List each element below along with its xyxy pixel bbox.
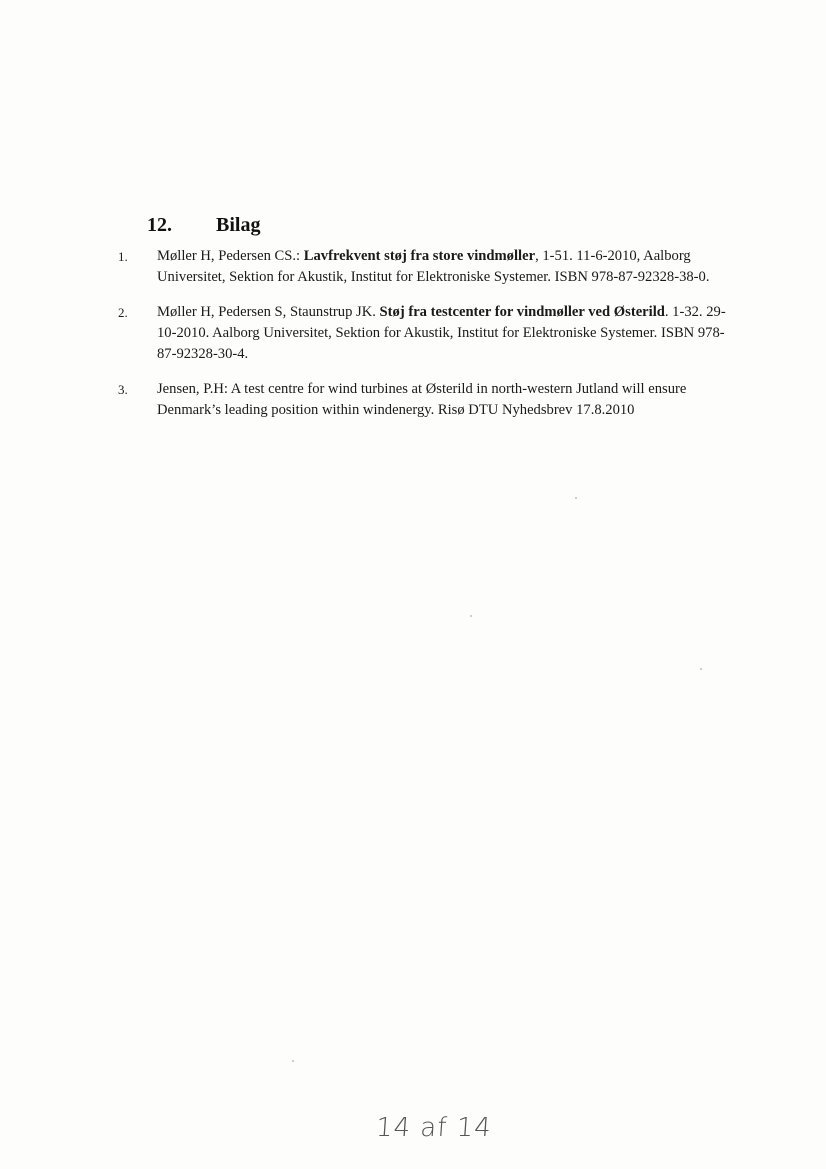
reference-details: , 1-51. 11-6-2010, Aalborg Universitet, Sektion for Akustik, Institut for Elektroniske Systemer. ISBN 978-87-92328-38-0. xyxy=(157,248,710,285)
reference-authors: Møller H, Pedersen CS.: xyxy=(157,248,304,264)
section-heading xyxy=(147,214,260,237)
scan-speck xyxy=(470,615,472,617)
section-title: Bilag xyxy=(216,214,261,236)
reference-title: Lavfrekvent støj fra store vindmøller xyxy=(303,248,536,264)
reference-item xyxy=(118,302,738,365)
reference-item xyxy=(118,379,738,421)
scan-speck xyxy=(292,1060,294,1062)
reference-details: Jensen, P.H: A test centre for wind turbines at Østerild in north-western Jutland will ensure Denmark’s leading position within windenergy. Risø DTU Nyhedsbrev 17.8.2010 xyxy=(157,381,687,418)
scan-speck xyxy=(575,497,577,499)
reference-text xyxy=(157,302,738,365)
scan-speck xyxy=(700,668,702,670)
reference-item xyxy=(118,246,738,288)
reference-number: 2. xyxy=(118,305,128,320)
reference-title: Støj fra testcenter for vindmøller ved Østerild xyxy=(379,304,665,320)
handwritten-page-note: 14 af 14 xyxy=(374,1113,493,1143)
section-number: 12. xyxy=(147,214,172,236)
reference-number: 1. xyxy=(118,249,128,264)
reference-text xyxy=(157,379,738,421)
reference-list xyxy=(118,246,738,435)
reference-text xyxy=(157,246,738,288)
reference-details: . 1-32. 29-10-2010. Aalborg Universitet, Sektion for Akustik, Institut for Elektroniske Systemer. ISBN 978-87-92328-30-4. xyxy=(157,304,726,362)
reference-number: 3. xyxy=(118,382,128,397)
reference-authors: Møller H, Pedersen S, Staunstrup JK. xyxy=(157,304,380,320)
